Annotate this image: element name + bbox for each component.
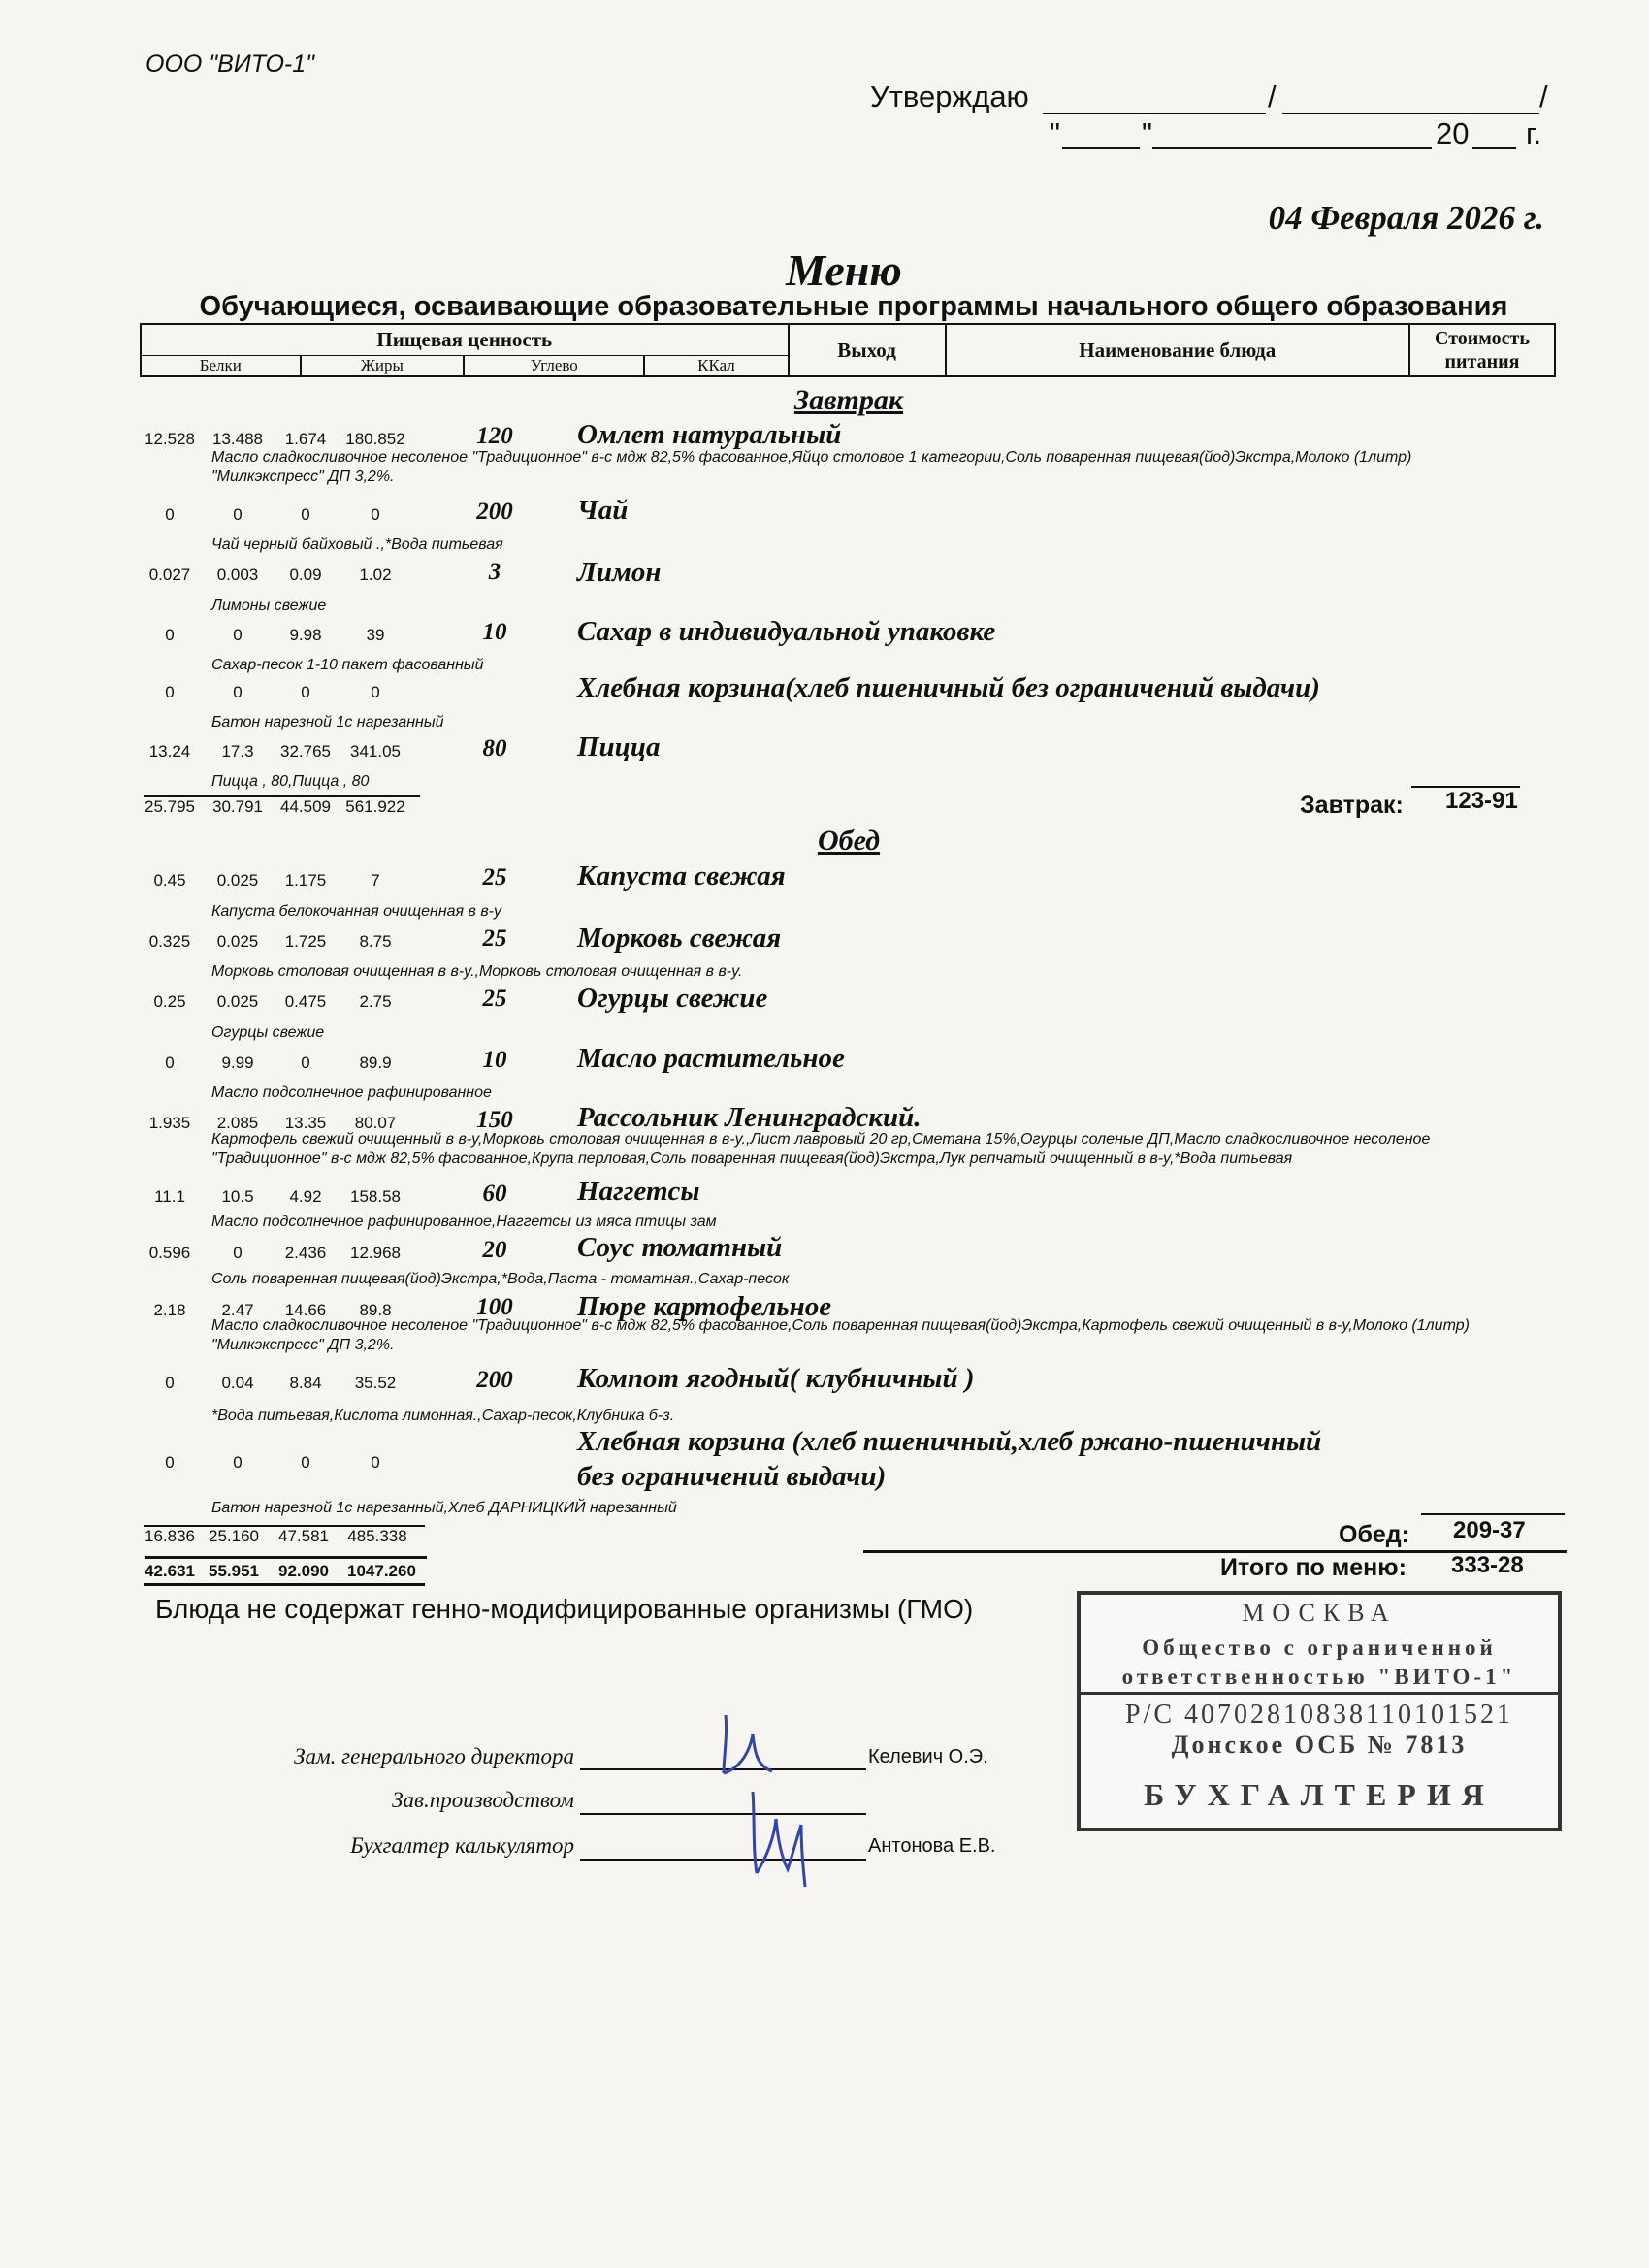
carbs-value: 0 [301,1453,310,1472]
protein-value: 0.596 [148,1244,191,1262]
handwritten-signature [729,1780,836,1896]
nutrition-values [144,1053,425,1077]
dish-yield: 80 [482,735,507,761]
dish-yield: 3 [488,559,501,585]
nutrition-values [144,683,425,706]
dish-ingredients: Масло подсолнечное рафинированное,Наггетсы из мяса птицы зам [211,1214,717,1230]
dish-name: Огурцы свежие [577,983,768,1014]
dish-name: Чай [577,495,629,526]
kcal-value: 39 [366,626,385,644]
dish-name: Омлет натуральный [577,419,842,450]
kcal-value: 180.852 [345,430,405,448]
stamp-line: Р/С 40702810838110101521 [1125,1700,1513,1730]
dish-ingredients: Лимоны свежие [211,598,327,614]
kcal-value: 158.58 [350,1187,401,1206]
protein-value: 0 [165,1374,175,1392]
fat-header: Жиры [301,355,465,376]
dish-yield: 120 [476,423,513,449]
kcal-value: 35.52 [354,1374,397,1392]
fat-value: 0 [233,505,242,524]
nutrition-values [144,992,425,1016]
stamp-line: Донское ОСБ № 7813 [1171,1731,1468,1759]
fat-value: 0.04 [221,1374,254,1392]
dish-name: Морковь свежая [577,923,782,954]
fat-value: 0 [233,683,242,701]
kcal-value: 0 [371,1453,380,1472]
fat-value: 0 [233,626,242,644]
carbs-value: 0 [301,683,310,701]
dish-name: Лимон [577,557,662,588]
nutrition-values [144,505,425,529]
protein-value: 0.027 [148,566,191,584]
fat-value: 0 [233,1453,242,1472]
dish-name: Рассольник Ленинградский. [577,1102,922,1133]
nutrition-header: Пищевая ценность [141,324,789,355]
protein-value: 1.935 [148,1114,191,1132]
nutrition-values [144,932,425,956]
total-protein: 25.795 [145,797,195,816]
signature-name: Келевич О.Э. [868,1746,988,1767]
fat-value: 0 [233,1244,242,1262]
protein-value: 0.25 [153,992,186,1011]
breakfast-sum-label: Завтрак: [1300,792,1404,819]
protein-value: 11.1 [154,1187,185,1206]
carbs-value: 1.725 [284,932,327,951]
dish-ingredients: Сахар-песок 1-10 пакет фасованный [211,657,484,673]
dish-ingredients: *Вода питьевая,Кислота лимонная.,Сахар-песок,Клубника б-з. [211,1408,675,1424]
nutrition-values [144,1453,425,1476]
lunch-sum-line [1421,1513,1565,1515]
year-line [1472,147,1516,149]
dish-ingredients: Масло подсолнечное рафинированное [211,1085,492,1101]
signature-role: Зам. генерального директора [294,1744,574,1768]
kcal-value: 89.9 [359,1053,392,1072]
protein-value: 0 [165,683,175,701]
menu-date: 04 Февраля 2026 г. [1268,199,1544,237]
nutrition-values [144,871,425,894]
dish-ingredients: Чай черный байховый .,*Вода питьевая [211,536,503,553]
protein-value: 0 [165,1053,175,1072]
protein-value: 12.528 [145,430,195,448]
breakfast-total [144,795,420,820]
kcal-value: 2.75 [359,992,392,1011]
carbs-value: 1.175 [284,871,327,890]
dish-name: Масло растительное [577,1043,845,1074]
carbs-value: 13.35 [284,1114,327,1132]
stamp-line: Общество с ограниченной [1142,1636,1497,1660]
lunch-title: Обед [817,825,881,857]
signature-role: Зав.производством [392,1788,574,1812]
protein-value: 13.24 [148,742,191,761]
kcal-value: 0 [371,683,380,701]
protein-value: 0 [165,1453,175,1472]
menu-table-header [140,323,1556,377]
approve-slash: / [1539,80,1548,113]
grand-protein: 42.631 [145,1562,195,1580]
dish-name: Капуста свежая [577,860,786,891]
carbs-value: 0.09 [289,566,322,584]
nutrition-values [144,1187,425,1211]
breakfast-sum-value: 123-91 [1445,788,1518,814]
dish-ingredients: Картофель свежий очищенный в в-у,Морковь столовая очищенная в в-у.,Лист лавровый 20 гр,Сметана 15%,Огурцы соленые ДП,Масло сладкосливочное несоленое "Традиционное" в-с мдж 82,5% фасованное,Крупа перловая,Соль поваренная пищевая(йод)Экстра,Лук репчатый очищенный в в-у,*Вода питьевая [211,1131,1431,1167]
year-suffix: г. [1526,116,1542,150]
total-protein: 16.836 [145,1527,195,1545]
grand-total-label: Итого по меню: [1220,1554,1406,1581]
nutrition-values [144,566,425,589]
approve-line [1043,113,1266,114]
grand-total-line [146,1556,427,1559]
dish-name: Наггетсы [577,1176,700,1207]
protein-value: 0 [165,626,175,644]
total-kcal: 485.338 [347,1527,407,1545]
fat-value: 0.003 [216,566,259,584]
dish-ingredients: Батон нарезной 1с нарезанный [211,714,444,730]
fat-value: 2.47 [221,1301,254,1319]
dish-yield: 100 [476,1294,513,1320]
approval-block [870,80,1029,114]
carbs-value: 4.92 [289,1187,322,1206]
stamp-line: БУХГАЛТЕРИЯ [1144,1777,1495,1812]
kcal-value: 7 [371,871,380,890]
grand-kcal: 1047.260 [347,1562,416,1580]
signature-name: Антонова Е.В. [868,1835,996,1857]
carbs-value: 14.66 [284,1301,327,1319]
date-quote-close: " [1142,116,1153,150]
nutrition-values [144,742,425,765]
dish-yield: 10 [482,619,507,645]
grand-total-value: 333-28 [1451,1552,1524,1578]
nutrition-values [144,626,425,649]
dish-yield: 25 [482,925,507,952]
carbs-value: 32.765 [280,742,331,761]
fat-value: 10.5 [221,1187,254,1206]
carbs-value: 0 [301,505,310,524]
protein-value: 2.18 [153,1301,186,1319]
dish-ingredients: Капуста белокочанная очищенная в в-у [211,903,501,920]
dish-ingredients: Пицца , 80,Пицца , 80 [211,773,370,790]
dish-name: Пицца [577,731,661,762]
page-title: Меню [786,245,902,295]
dish-yield: 10 [482,1047,507,1073]
carbs-value: 0.475 [284,992,327,1011]
dish-ingredients: Морковь столовая очищенная в в-у.,Морковь столовая очищенная в в-у. [211,963,743,980]
kcal-value: 8.75 [359,932,392,951]
carbs-value: 1.674 [284,430,327,448]
lunch-sum-label: Обед: [1339,1521,1409,1548]
dish-yield: 25 [482,864,507,891]
dish-name-continued: без ограничений выдачи) [577,1461,887,1492]
kcal-value: 1.02 [359,566,392,584]
organization-name: ООО "ВИТО-1" [146,50,314,78]
kcal-header: ККал [644,355,788,376]
dish-ingredients: Батон нарезной 1с нарезанный,Хлеб ДАРНИЦКИЙ нарезанный [211,1500,677,1516]
fat-value: 0.025 [216,932,259,951]
grand-fat: 55.951 [209,1562,259,1580]
year-prefix: 20 [1436,116,1470,150]
dish-yield: 20 [482,1237,507,1263]
fat-value: 17.3 [221,742,254,761]
kcal-value: 12.968 [350,1244,401,1262]
kcal-value: 0 [371,505,380,524]
fat-value: 0.025 [216,871,259,890]
company-stamp [1077,1591,1562,1831]
dish-name: Сахар в индивидуальной упаковке [577,616,996,647]
dish-name: Хлебная корзина (хлеб пшеничный,хлеб ржано-пшеничный [577,1426,1322,1457]
dish-name: Хлебная корзина(хлеб пшеничный без ограничений выдачи) [577,672,1320,703]
protein-header: Белки [141,355,301,376]
yield-header: Выход [789,324,946,376]
kcal-value: 89.8 [359,1301,392,1319]
approve-slash: / [1268,80,1277,113]
fat-value: 0.025 [216,992,259,1011]
total-fat: 30.791 [212,797,263,816]
kcal-value: 80.07 [354,1114,397,1132]
cost-header: Стоимость питания [1409,324,1555,376]
dish-yield: 150 [476,1107,513,1133]
gmo-note: Блюда не содержат генно-модифицированные организмы (ГМО) [155,1594,974,1624]
approve-label: Утверждаю [870,80,1029,113]
dish-yield: 25 [482,986,507,1012]
dish-header: Наименование блюда [946,324,1409,376]
dish-ingredients: Огурцы свежие [211,1024,325,1041]
lunch-sum-value: 209-37 [1453,1517,1526,1543]
kcal-value: 341.05 [350,742,401,761]
total-kcal: 561.922 [345,797,405,816]
carbs-value: 8.84 [289,1374,322,1392]
carbs-value: 0 [301,1053,310,1072]
total-carbs: 47.581 [278,1527,329,1545]
approve-line [1282,113,1539,114]
stamp-line: МОСКВА [1242,1599,1397,1627]
dish-yield: 60 [482,1181,507,1207]
dish-ingredients: Масло сладкосливочное несоленое "Традиционное" в-с мдж 82,5% фасованное,Соль поваренная пищевая(йод)Экстра,Картофель свежий очищенный в в-у,Молоко (1литр) "Милкэкспресс" ДП 3,2%. [211,1317,1470,1353]
grand-carbs: 92.090 [278,1562,329,1580]
dish-name: Пюре картофельное [577,1291,832,1322]
page-subtitle: Обучающиеся, осваивающие образовательные программы начального общего образования [199,291,1508,322]
dish-name: Компот ягодный( клубничный ) [577,1363,975,1394]
fat-value: 9.99 [221,1053,254,1072]
carbs-value: 2.436 [284,1244,327,1262]
nutrition-values [144,1374,425,1397]
protein-value: 0 [165,505,175,524]
grand-total [144,1562,425,1586]
signature-role: Бухгалтер калькулятор [350,1833,574,1858]
breakfast-title: Завтрак [793,384,904,416]
dish-ingredients: Масло сладкосливочное несоленое "Традиционное" в-с мдж 82,5% фасованное,Яйцо столовое 1 категории,Соль поваренная пищевая(йод)Экстра,Молоко (1литр) "Милкэкспресс" ДП 3,2%. [211,449,1412,485]
day-line [1062,147,1140,149]
dish-yield: 200 [476,499,513,525]
lunch-total [144,1525,425,1549]
carbs-value: 9.98 [289,626,322,644]
date-quote-open: " [1050,116,1061,150]
dish-ingredients: Соль поваренная пищевая(йод)Экстра,*Вода,Паста - томатная.,Сахар-песок [211,1271,790,1287]
carbs-header: Углево [464,355,644,376]
total-carbs: 44.509 [280,797,331,816]
fat-value: 13.488 [212,430,263,448]
dish-name: Соус томатный [577,1232,783,1263]
protein-value: 0.45 [153,871,186,890]
month-line [1152,147,1432,149]
fat-value: 2.085 [216,1114,259,1132]
protein-value: 0.325 [148,932,191,951]
total-fat: 25.160 [209,1527,259,1545]
dish-yield: 200 [476,1367,513,1393]
stamp-line: ответственностью "ВИТО-1" [1121,1665,1517,1689]
nutrition-values [144,1244,425,1267]
